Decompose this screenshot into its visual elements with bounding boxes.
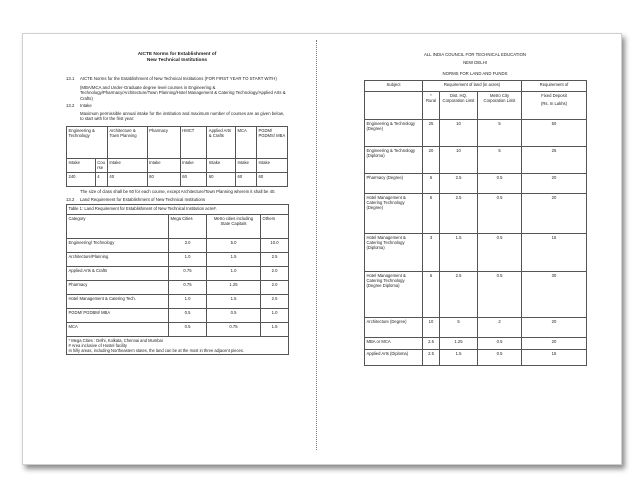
land-cell: Applied Arts & Crafts	[67, 267, 169, 281]
norms-cell: 2.5	[423, 350, 440, 366]
norms-cell: 5	[423, 194, 440, 234]
table-row	[365, 234, 587, 272]
norms-header-fd	[522, 92, 587, 120]
norms-cell: 20	[522, 338, 587, 350]
table-row	[67, 323, 289, 337]
norms-cell: 5	[423, 174, 440, 194]
norms-cell: 5	[423, 272, 440, 318]
norms-cell: 20	[423, 147, 440, 174]
section-13-2-number: 13.2	[66, 103, 75, 109]
table-row	[67, 253, 289, 267]
land-header-cell: Metro cities including State Capitals	[207, 215, 261, 239]
intake-header-cell: Architecture & Town Planning	[107, 127, 147, 159]
land-cell: 5.0	[207, 239, 261, 253]
norms-cell: 2.5	[440, 174, 478, 194]
land-cell: Hotel Management & Catering Tech.	[67, 295, 169, 309]
class-size-note: The size of class shall be 60 for each course, except Architecture/Town Planning wherein it shall be 40.	[80, 189, 276, 195]
norms-cell: 25	[423, 120, 440, 147]
table-row	[67, 295, 289, 309]
intake-label-cell: Intake	[67, 159, 96, 173]
norms-cell: 0.5	[478, 272, 522, 318]
norms-cell: 15	[522, 234, 587, 272]
section-13-1	[66, 76, 288, 81]
norms-cell: 5	[478, 147, 522, 174]
norms-cell: 15	[522, 350, 587, 366]
norms-cell: 20	[522, 194, 587, 234]
land-table	[66, 204, 289, 355]
norms-cell: 5	[440, 318, 478, 338]
land-cell: 1.0	[261, 309, 289, 323]
right-title3: NORMS FOR LAND AND FUNDS	[442, 70, 508, 76]
land-cell: PGDM/ PGDBM/ MBA	[67, 309, 169, 323]
norms-cell: 5	[478, 120, 522, 147]
land-cell: 1.0	[169, 295, 207, 309]
table-row	[365, 318, 587, 338]
norms-cell: Engineering & Technology (Diploma)	[365, 147, 423, 174]
norms-cell: 2.5	[440, 272, 478, 318]
right-title2: NEW DELHI	[463, 60, 487, 66]
intake-label-cell: Intake	[147, 159, 180, 173]
intake-label-cell: Intake	[236, 159, 257, 173]
norms-header-rural-label: Rural	[425, 98, 436, 104]
land-cell: 3.0	[169, 239, 207, 253]
norms-cell: 25	[522, 147, 587, 174]
table-notes-row	[67, 337, 289, 355]
table-row	[365, 350, 587, 366]
land-cell: 10.0	[261, 239, 289, 253]
norms-cell: 10	[440, 120, 478, 147]
norms-cell: 1.5	[440, 234, 478, 272]
left-title-line1: AICTE Norms for Establishment of	[137, 52, 217, 57]
intake-label-cell: Intake	[207, 159, 236, 173]
norms-cell: Engineering & Technology (Degree)	[365, 120, 423, 147]
intake-header-cell: PGDM/ PGDMS/ MBA	[256, 127, 287, 159]
section-13-1-number: 13.1	[66, 75, 75, 81]
section-land-text: Land Requirement for Establishment of New Technical Institutions	[80, 196, 206, 202]
norms-subheader-empty	[365, 92, 423, 120]
norms-cell: 2.5	[440, 194, 478, 234]
norms-cell: 2.5	[423, 338, 440, 350]
note-hostel: # Area inclusive of Hostel facility	[68, 343, 127, 349]
section-13-2-text: Maximum permissible annual intake for the institution and maximum number of courses are as given below, to start with for the first year:	[80, 110, 284, 122]
land-cell: Engineering/ Technology	[67, 239, 169, 253]
norms-header-subject: Subject	[365, 81, 423, 92]
land-cell: 1.5	[207, 295, 261, 309]
norms-header-rural: * Rural	[423, 92, 440, 120]
land-cell: MCA	[67, 323, 169, 337]
norms-cell: Pharmacy (Degree)	[365, 174, 423, 194]
norms-cell: 0.5	[478, 234, 522, 272]
land-header-cell: Mega Cities	[169, 215, 207, 239]
norms-header-land: Requirement of land (in acres)	[423, 81, 522, 92]
land-cell: 2.0	[261, 267, 289, 281]
table-row	[365, 174, 587, 194]
note-hilly-areas: In hilly areas, including Northeastern states, the land can be at the most in three adjacent pieces.	[68, 348, 244, 354]
intake-value-cell: 60	[180, 173, 207, 187]
norms-cell: 0.5	[478, 338, 522, 350]
norms-cell: Hotel Management & Catering Technology (Diploma)	[365, 234, 423, 272]
intake-header-cell: MCA	[236, 127, 257, 159]
intake-value-cell: 60	[207, 173, 236, 187]
land-cell: 1.5	[261, 323, 289, 337]
land-header-cell: Category	[67, 215, 169, 239]
land-cell: 2.5	[261, 253, 289, 267]
norms-cell: Hotel Management & Catering Technology (Degree Diploma)	[365, 272, 423, 318]
norms-header-dist: Dist. HQ. Corporation Limit	[440, 92, 478, 120]
norms-cell: 1.25	[440, 338, 478, 350]
intake-table	[66, 126, 288, 187]
norms-cell: 0.5	[478, 194, 522, 234]
norms-cell: 10	[423, 318, 440, 338]
note-mega-cities: * Mega Cities : Delhi, Kolkata, Chennai and Mumbai	[68, 338, 163, 344]
intake-label-cell: Intake	[180, 159, 207, 173]
norms-header-fund: Requirement of	[522, 81, 587, 92]
norms-cell: 30	[522, 272, 587, 318]
intake-label-cell: Intake	[256, 159, 287, 173]
right-page	[364, 52, 586, 366]
land-cell: 0.5	[169, 323, 207, 337]
norms-cell: 2	[478, 318, 522, 338]
land-cell: 1.25	[207, 281, 261, 295]
norms-cell: 0.5	[478, 350, 522, 366]
intake-value-cell: 4	[95, 173, 107, 187]
table-row	[365, 194, 587, 234]
land-cell: 0.5	[207, 309, 261, 323]
table-row	[67, 239, 289, 253]
norms-cell: 20	[522, 174, 587, 194]
norms-cell: 10	[440, 147, 478, 174]
land-cell: 0.5	[169, 309, 207, 323]
intake-value-cell: 60	[147, 173, 180, 187]
land-cell: Architecture/Planning	[67, 253, 169, 267]
land-header-cell: Others	[261, 215, 289, 239]
intake-label-cell: Course	[95, 159, 107, 173]
norms-cell: MBA or MCA	[365, 338, 423, 350]
norms-cell: 0.5	[478, 174, 522, 194]
norms-cell: Applied Arts (Diploma)	[365, 350, 423, 366]
section-13-1-text: AICTE Norms for the Establishment of New Technical Institutions (FOR FIRST YEAR TO START WITH)	[80, 75, 277, 81]
table-row	[365, 338, 587, 350]
land-cell: 0.75	[169, 281, 207, 295]
norms-cell: 3	[423, 234, 440, 272]
norms-table	[364, 80, 587, 366]
intake-header-cell: HMCT	[180, 127, 207, 159]
norms-header-lakhs: (Rs. In Lakhs)	[540, 101, 568, 107]
norms-cell: 20	[522, 318, 587, 338]
left-title-line2: New Technical Institutions	[146, 57, 208, 63]
intake-value-cell: 60	[236, 173, 257, 187]
intake-label-cell: Intake	[107, 159, 147, 173]
intake-header-cell: Pharmacy	[147, 127, 180, 159]
land-notes	[67, 337, 289, 355]
norms-cell: 1.5	[440, 350, 478, 366]
table-row	[67, 267, 289, 281]
page-divider	[316, 40, 317, 450]
left-title	[66, 52, 288, 64]
section-13-1-sub: (MBA/MCA and Under-Graduate degree level courses in Engineering & Technology/Pharmacy/Architecture/Town Planning/Hotel Management & Catering Technology/Applied Arts & Crafts)	[80, 85, 286, 101]
section-13-2-heading	[66, 103, 288, 108]
land-cell: 1.0	[207, 267, 261, 281]
land-cell: 2.0	[261, 281, 289, 295]
land-cell: Pharmacy	[67, 281, 169, 295]
intake-value-cell: 40	[107, 173, 147, 187]
left-page	[66, 52, 288, 355]
land-cell: 0.75	[169, 267, 207, 281]
intake-header-cell: Applied Arts & Crafts	[207, 127, 236, 159]
table-row	[365, 147, 587, 174]
table-row	[67, 309, 289, 323]
table-row	[365, 120, 587, 147]
land-cell: 2.5	[261, 295, 289, 309]
norms-header-fd-label: Fixed Deposit	[541, 93, 567, 99]
norms-cell: 50	[522, 120, 587, 147]
intake-value-cell: 240	[67, 173, 96, 187]
section-13-2-title: Intake	[80, 103, 92, 109]
table-row	[365, 272, 587, 318]
land-cell: 1.5	[207, 253, 261, 267]
intake-header-cell: Engineering & Technology	[67, 127, 108, 159]
norms-cell: Architecture (Degree)	[365, 318, 423, 338]
land-cell: 1.0	[169, 253, 207, 267]
section-land-number: 13.2	[66, 196, 75, 202]
right-title1: ALL INDIA COUNCIL FOR TECHNICAL EDUCATION	[423, 52, 527, 57]
table-row	[67, 281, 289, 295]
norms-header-metro: Metro City Corporation Limit	[478, 92, 522, 120]
norms-cell: Hotel Management & Catering Technology (Degree)	[365, 194, 423, 234]
intake-value-cell: 60	[256, 173, 287, 187]
land-table-caption: Table 1: Land Requirement for Establishment of New Technical Institution acre#.	[67, 205, 289, 215]
land-cell: 0.75	[207, 323, 261, 337]
